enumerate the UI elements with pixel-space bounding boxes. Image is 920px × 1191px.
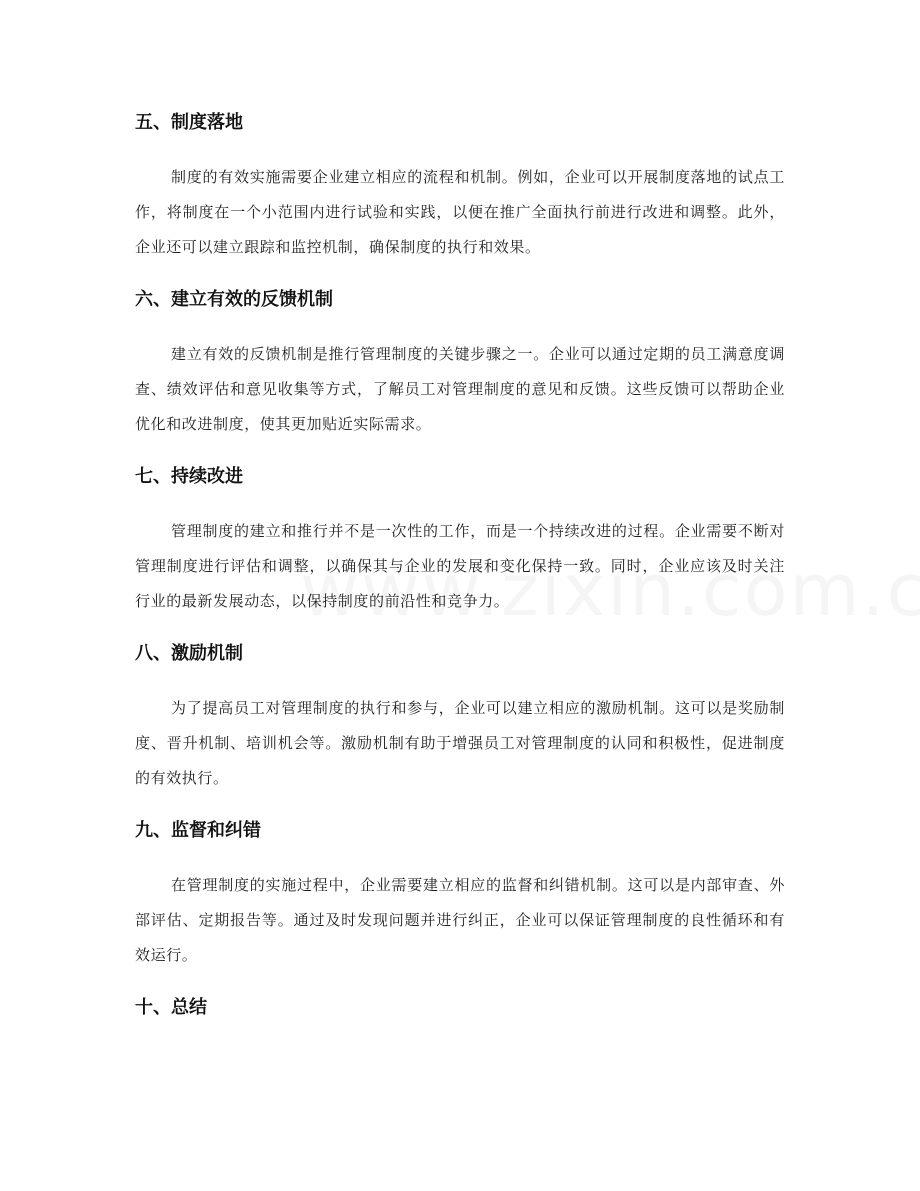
section-6	[135, 285, 785, 442]
section-heading: 六、建立有效的反馈机制	[135, 289, 333, 310]
document-body	[135, 108, 785, 1045]
section-heading: 十、总结	[135, 997, 207, 1018]
section-9	[135, 816, 785, 973]
section-heading: 五、制度落地	[135, 112, 243, 133]
section-paragraph: 在管理制度的实施过程中，企业需要建立相应的监督和纠错机制。这可以是内部审查、外部评估、定期报告等。通过及时发现问题并进行纠正，企业可以保证管理制度的良性循环和有效运行。	[135, 876, 785, 964]
section-paragraph: 为了提高员工对管理制度的执行和参与，企业可以建立相应的激励机制。这可以是奖励制度、晋升机制、培训机会等。激励机制有助于增强员工对管理制度的认同和积极性，促进制度的有效执行。	[135, 699, 785, 787]
section-heading: 九、监督和纠错	[135, 820, 261, 841]
section-heading: 八、激励机制	[135, 643, 243, 664]
section-7	[135, 462, 785, 619]
section-paragraph: 建立有效的反馈机制是推行管理制度的关键步骤之一。企业可以通过定期的员工满意度调查、绩效评估和意见收集等方式，了解员工对管理制度的意见和反馈。这些反馈可以帮助企业优化和改进制度，使其更加贴近实际需求。	[135, 345, 785, 433]
section-5	[135, 108, 785, 265]
section-paragraph: 管理制度的建立和推行并不是一次性的工作，而是一个持续改进的过程。企业需要不断对管理制度进行评估和调整，以确保其与企业的发展和变化保持一致。同时，企业应该及时关注行业的最新发展动态，以保持制度的前沿性和竞争力。	[135, 522, 785, 610]
section-heading: 七、持续改进	[135, 466, 243, 487]
section-10	[135, 993, 785, 1023]
section-paragraph: 制度的有效实施需要企业建立相应的流程和机制。例如，企业可以开展制度落地的试点工作，将制度在一个小范围内进行试验和实践，以便在推广全面执行前进行改进和调整。此外，企业还可以建立跟踪和监控机制，确保制度的执行和效果。	[135, 168, 785, 256]
section-8	[135, 639, 785, 796]
